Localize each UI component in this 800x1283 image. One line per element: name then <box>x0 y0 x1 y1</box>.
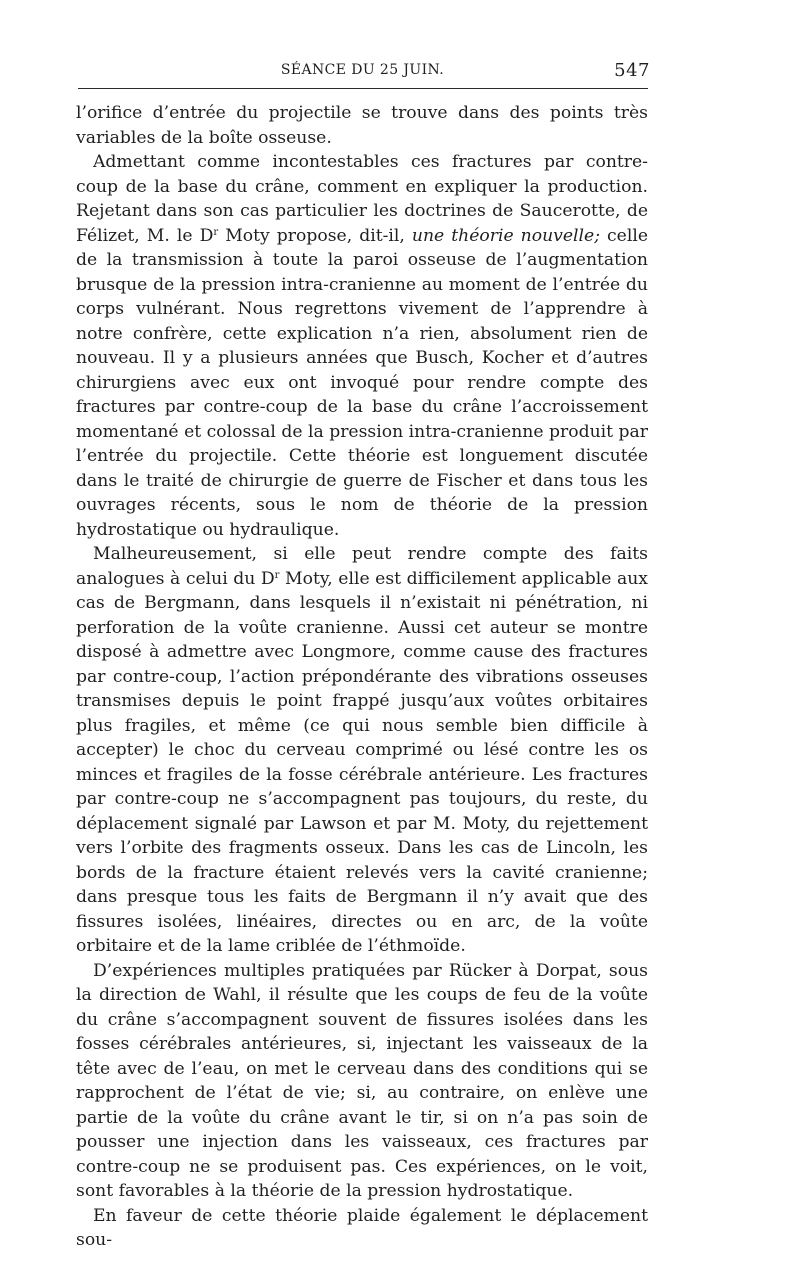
paragraph-text: Admettant comme incontestables ces fractures par contre-coup de la base du crâne, comment en expliquer la production. Rejetant dans son cas particulier les doctrines de Saucerotte, de Félizet, M. le D <box>76 152 648 246</box>
paragraph-text: celle de la transmission à toute la paroi osseuse de l’augmentation brusque de la pression intra-cranienne au moment de l’entrée du corps vulnérant. Nous regrettons vivement de l’apprendre à notre confrère, cette explication n’a rien, absolument rien de nouveau. Il y a plusieurs années que Busch, Kocher et d’autres chirurgiens avec eux ont invoqué pour rendre compte des fractures par contre-coup de la base du crâne l’accroissement momentané et colossal de la pression intra-cranienne produit par l’entrée du projectile. Cette théorie est longuement discutée dans le traité de chirurgie de guerre de Fischer et dans tous les ouvrages récents, sous le nom de théorie de la pression hydrostatique ou hydraulique. <box>76 225 648 540</box>
superscript-r: r <box>213 226 219 238</box>
paragraph-text: Moty propose, dit-il, <box>218 225 412 246</box>
running-head: SÉANCE DU 25 JUIN. <box>280 62 445 78</box>
paragraph-bergmann <box>76 542 648 959</box>
page-number: 547 <box>614 60 650 81</box>
paragraph-continued: l’orifice d’entrée du projectile se trouve dans des points très variables de la boîte osseuse. <box>76 103 648 148</box>
body-text <box>76 101 648 1253</box>
italic-phrase: une théorie nouvelle; <box>411 225 600 246</box>
paragraph-final: En faveur de cette théorie plaide également le déplacement sou- <box>76 1205 648 1250</box>
paragraph-text: Malheureusement, si elle peut rendre compte des faits analogues à celui du D <box>76 544 648 589</box>
paragraph-experiments: D’expériences multiples pratiquées par Rücker à Dorpat, sous la direction de Wahl, il résulte que les coups de feu de la voûte du crâne s’accompagnent souvent de fissures isolées dans les fosses cérébrales antérieures, si, injectant les vaisseaux de la tête avec de l’eau, on met le cerveau dans des conditions qui se rapprochent de l’état de vie; si, au contraire, on enlève une partie de la voûte du crâne avant le tir, si on n’a pas soin de pousser une injection dans les vaisseaux, ces fractures par contre-coup ne se produisent pas. Ces expériences, on le voit, sont favorables à la théorie de la pression hydrostatique. <box>76 960 648 1201</box>
paragraph-moty-theory <box>76 150 648 542</box>
paragraph-text: Moty, elle est difficilement applicable aux cas de Bergmann, dans lesquels il n’existait ni pénétration, ni perforation de la voûte cranienne. Aussi cet auteur se montre disposé à admettre avec Longmore, comme cause des fractures par contre-coup, l’action prépondérante des vibrations osseuses transmises depuis le point frappé jusqu’aux voûtes orbitaires plus fragiles, et même (ce qui nous semble bien difficile à accepter) le choc du cerveau comprimé ou lésé contre les os minces et fragiles de la fosse cérébrale antérieure. Les fractures par contre-coup ne s’accompagnent pas toujours, du reste, du déplacement signalé par Lawson et par M. Moty, du rejettement vers l’orbite des fragments osseux. Dans les cas de Lincoln, les bords de la fracture étaient relevés vers la cavité cranienne; dans presque tous les faits de Bergmann il n’y avait que des fissures isolées, linéaires, directes ou en arc, de la voûte orbitaire et de la lame criblée de l’éthmoïde. <box>76 568 648 956</box>
superscript-r: r <box>274 569 280 581</box>
page-header <box>75 60 650 84</box>
header-rule <box>78 88 648 89</box>
